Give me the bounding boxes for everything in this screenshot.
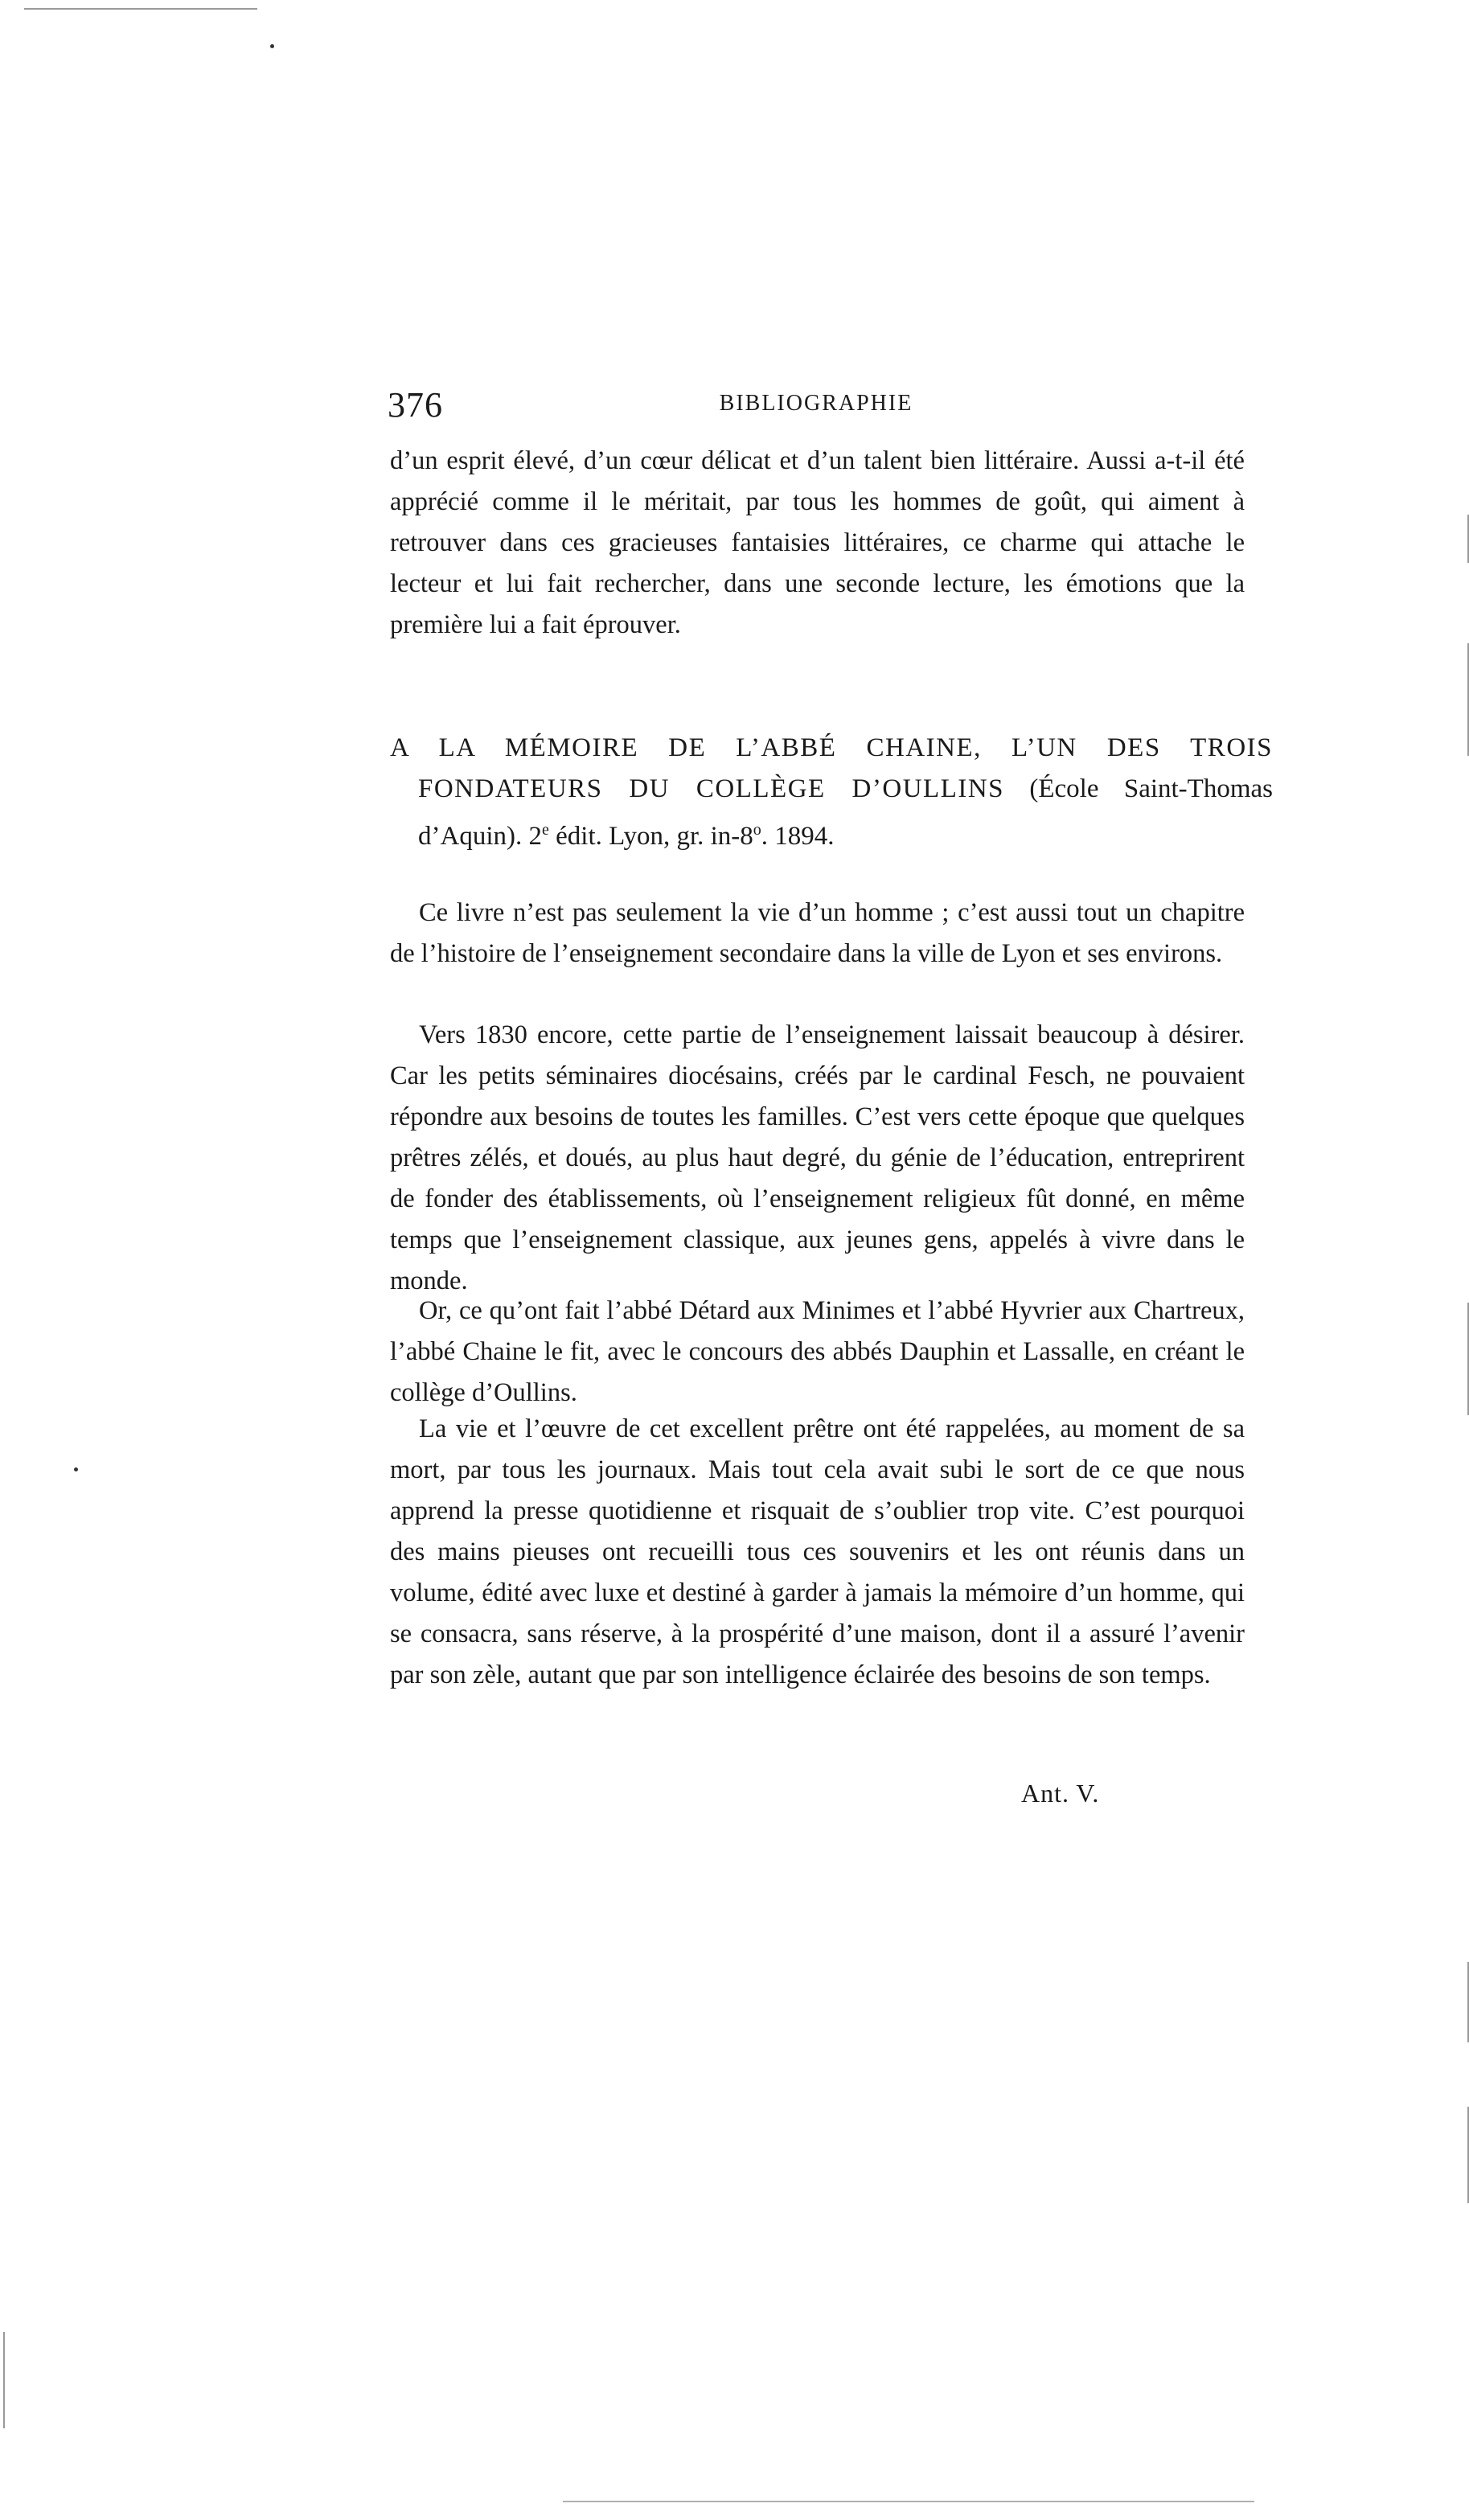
entry-title-caps: A LA MÉMOIRE DE L’ABBÉ CHAINE, L’UN DES TROIS FONDATEURS DU COLLÈGE D’OULLINS [390,733,1273,803]
scan-speck [74,1467,78,1471]
scan-speck [270,44,274,48]
edition-number: 2 [528,822,542,851]
bibliography-entry-title [390,728,1273,857]
page-header [388,384,1245,433]
publication-year: . 1894. [761,822,835,851]
running-head: BIBLIOGRAPHIE [719,391,913,416]
review-paragraph-3: Or, ce qu’ont fait l’abbé Détard aux Minimes et l’abbé Hyvrier aux Chartreux, l’abbé Chaine le fit, avec le concours des abbés Dauphin et Lassalle, en créant le collège d’Oullins. [390,1296,1245,1407]
scan-edge-mark [24,8,257,10]
edition-rest: édit. Lyon, gr. in-8 [548,822,753,851]
scan-bottom-mark [563,2501,1254,2502]
review-paragraph-2: Vers 1830 encore, cette partie de l’enseignement laissait beaucoup à désirer. Car les petits séminaires diocésains, créés par le cardinal Fesch, ne pouvaient répondre aux besoins de toutes les familles. C’est vers cette époque que quelques prêtres zélés, et doués, au plus haut degré, du génie de l’éducation, entreprirent de fonder des établissements, où l’enseignement religieux fût donné, en même temps que l’enseignement classique, aux jeunes gens, appelés à vivre dans le monde. [390,1020,1245,1295]
reviewer-signature: Ant. V. [1021,1779,1100,1808]
edition-suffix: e [541,821,549,839]
review-paragraph-4: La vie et l’œuvre de cet excellent prêtre ont été rappelées, au moment de sa mort, par tous les journaux. Mais tout cela avait subi le sort de ce que nous apprend la presse quotidienne et risquait de s’oublier trop vite. C’est pourquoi des mains pieuses ont recueilli tous ces souvenirs et les ont réunis dans un volume, édité avec luxe et destiné à garder à jamais la mémoire d’un homme, qui se consacra, sans réserve, à la prospérité d’une maison, dont il a assuré l’avenir par son zèle, autant que par son intelligence éclairée des besoins de son temps. [390,1414,1245,1689]
review-paragraph-1: Ce livre n’est pas seulement la vie d’un homme ; c’est aussi tout un chapitre de l’histoire de l’enseignement secondaire dans la ville de Lyon et ses environs. [390,898,1245,968]
scan-margin-mark [3,2332,5,2428]
degree-mark: o [753,821,761,839]
entry-title-rest: (École Saint-Thomas d’Aquin). [418,774,1273,851]
page-number: 376 [388,385,443,425]
paragraph-continuation: d’un esprit élevé, d’un cœur délicat et d’un talent bien littéraire. Aussi a-t-il été apprécié comme il le méritait, par tous les hommes de goût, qui aiment à retrouver dans ces gracieuses fantaisies littéraires, ce charme qui attache le lecteur et lui fait rechercher, dans une seconde lecture, les émotions que la première lui a fait éprouver. [390,446,1245,639]
